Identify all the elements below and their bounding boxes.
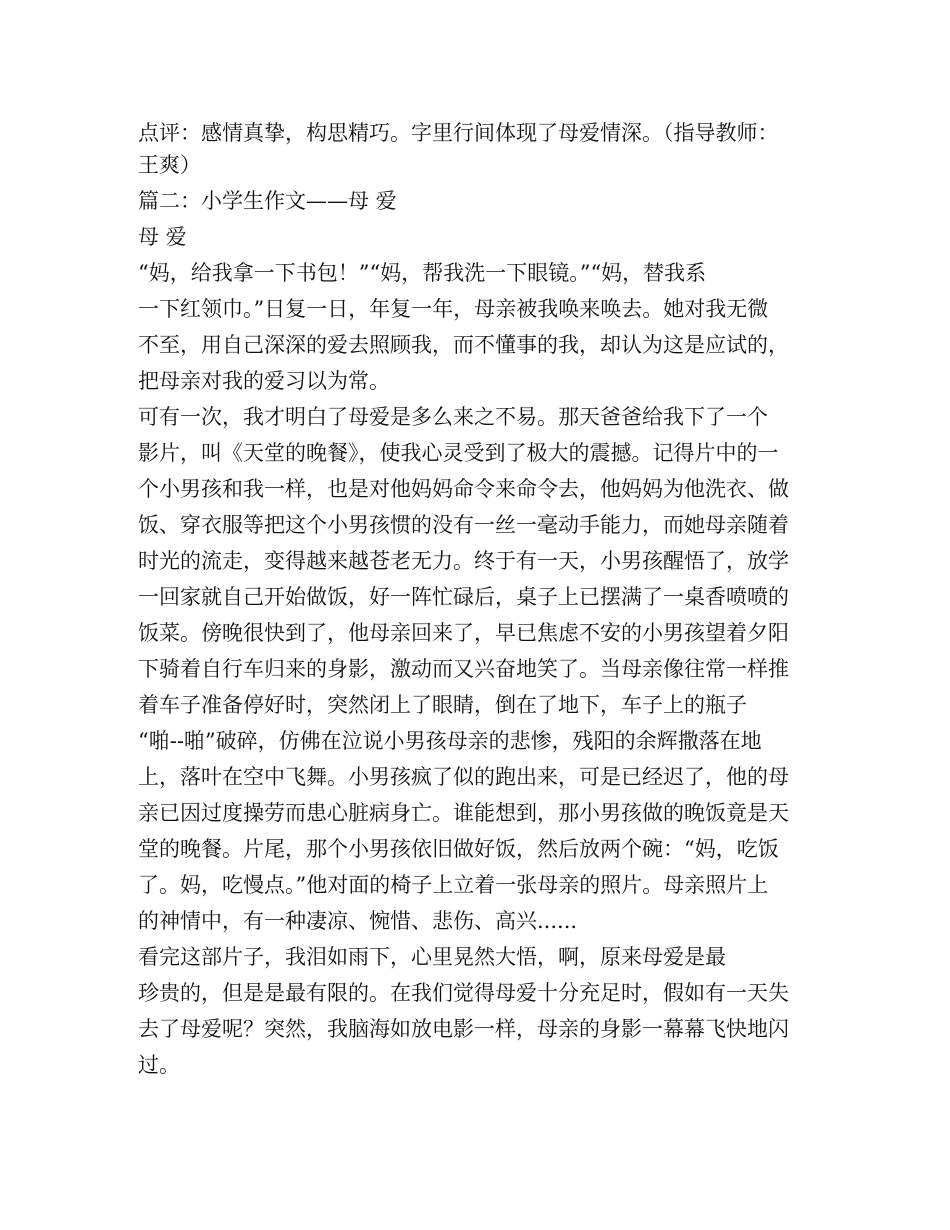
- text-line: 王爽）: [138, 153, 201, 177]
- text-line: 去了母爱呢？突然，我脑海如放电影一样，母亲的身影一幕幕飞快地闪: [138, 1017, 789, 1041]
- text-line: 一回家就自己开始做饭，好一阵忙碌后，桌子上已摆满了一桌香喷喷的: [138, 585, 789, 609]
- text-line: 上，落叶在空中飞舞。小男孩疯了似的跑出来，可是已经迟了，他的母: [138, 765, 789, 789]
- text-line: 饭菜。傍晚很快到了，他母亲回来了，早已焦虑不安的小男孩望着夕阳: [138, 621, 789, 645]
- section-heading: 篇二：小学生作文——母 爱: [138, 189, 397, 213]
- text-line: 过。: [138, 1053, 180, 1077]
- text-line: 影片，叫《天堂的晚餐》，使我心灵受到了极大的震撼。记得片中的一: [138, 441, 779, 465]
- text-line: 把母亲对我的爱习以为常。: [138, 369, 390, 393]
- text-line: 堂的晚餐。片尾，那个小男孩依旧做好饭，然后放两个碗：“妈，吃饭: [138, 837, 779, 861]
- text-line: “妈，给我拿一下书包！”“妈，帮我洗一下眼镜。”“妈，替我系: [138, 261, 707, 285]
- text-line: 一下红领巾。”日复一日，年复一年，母亲被我唤来唤去。她对我无微: [138, 297, 769, 321]
- text-line: 饭、穿衣服等把这个小男孩惯的没有一丝一毫动手能力，而她母亲随着: [138, 513, 789, 537]
- text-line: 看完这部片子，我泪如雨下，心里晃然大悟，啊，原来母爱是最: [138, 945, 726, 969]
- text-line: 了。妈，吃慢点。”他对面的椅子上立着一张母亲的照片。母亲照片上: [138, 873, 769, 897]
- text-line: “啪--啪”破碎，仿佛在泣说小男孩母亲的悲惨，残阳的余辉撒落在地: [138, 729, 762, 753]
- text-line: 不至，用自己深深的爱去照顾我，而不懂事的我，却认为这是应试的，: [138, 333, 789, 357]
- text-line: 的神情中，有一种凄凉、惋惜、悲伤、高兴......: [138, 909, 578, 933]
- text-line: 可有一次，我才明白了母爱是多么来之不易。那天爸爸给我下了一个: [138, 405, 768, 429]
- text-line: 下骑着自行车归来的身影，激动而又兴奋地笑了。当母亲像往常一样推: [138, 657, 789, 681]
- text-line: 亲已因过度操劳而患心脏病身亡。谁能想到，那小男孩做的晚饭竟是天: [138, 801, 789, 825]
- text-line: 个小男孩和我一样，也是对他妈妈命令来命令去，他妈妈为他洗衣、做: [138, 477, 789, 501]
- text-line: 着车子准备停好时，突然闭上了眼睛，倒在了地下，车子上的瓶子: [138, 693, 747, 717]
- text-line: 珍贵的，但是是最有限的。在我们觉得母爱十分充足时，假如有一天失: [138, 981, 789, 1005]
- text-line: 点评：感情真挚，构思精巧。字里行间体现了母爱情深。（指导教师：: [138, 121, 779, 145]
- text-line: 时光的流走，变得越来越苍老无力。终于有一天，小男孩醒悟了，放学: [138, 549, 789, 573]
- essay-title: 母 爱: [138, 225, 187, 249]
